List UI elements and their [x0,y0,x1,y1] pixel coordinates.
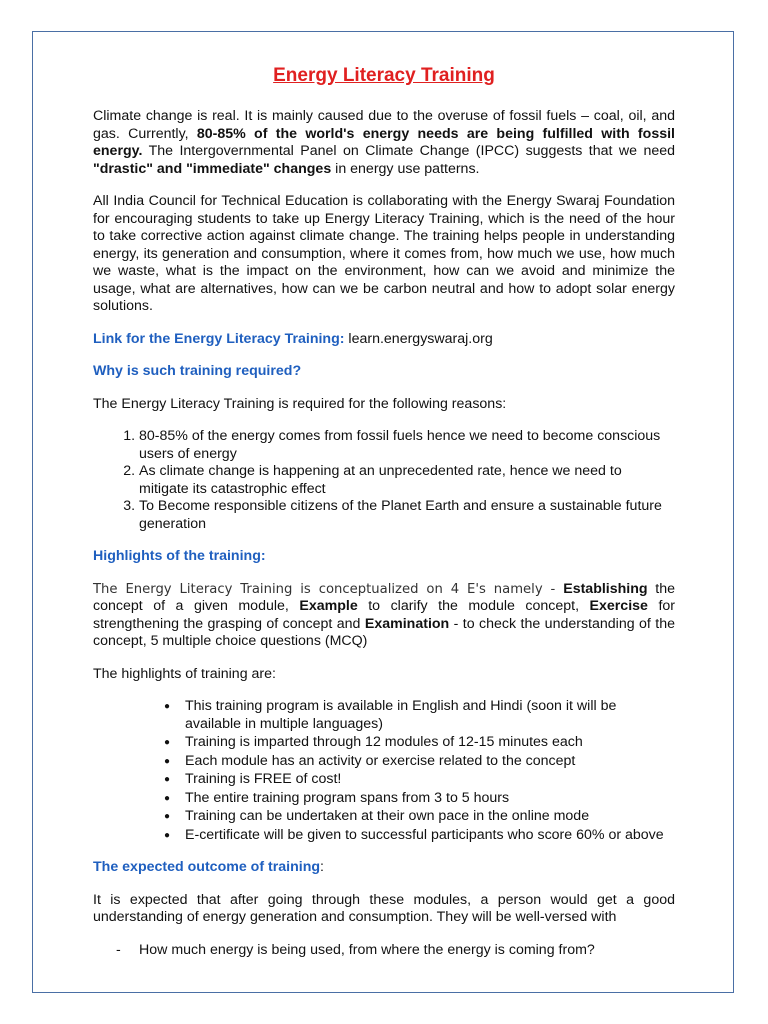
bullet-icon: ● [164,774,171,785]
highlight-text: E-certificate will be given to successful participants who score 60% or above [185,826,664,843]
highlight-item [164,808,675,826]
four-e-exercise: Exercise [589,598,648,614]
highlight-text: Training is FREE of cost! [185,771,342,787]
highlight-item [164,826,675,845]
bullet-icon: ● [164,792,171,804]
bullet-icon: ● [164,755,171,767]
reason-item: 1. 80-85% of the energy comes from fossil fuels hence we need to become conscious users of energy [139,428,675,463]
outcome-heading: The expected outcome of training [93,859,321,875]
intro-highlight-changes: "drastic" and "immediate" changes [93,160,332,177]
highlight-item [164,771,675,789]
highlight-text: Training can be undertaken at their own pace in the online mode [185,808,590,824]
document-title: Energy Literacy Training [273,65,495,86]
four-e-text-i: - to check the understanding of the concept, 5 multiple choice questions (MCQ) [93,615,675,649]
bullet-icon: ● [164,829,171,841]
reasons-list [93,428,675,533]
intro-text-e: in energy use patterns. [331,160,480,177]
four-e-examination: Examination [364,615,450,632]
highlights-list [93,698,675,844]
training-link-line [93,331,675,349]
highlight-item [164,752,675,771]
outcome-heading-line [93,859,675,877]
four-e-paragraph [93,581,675,651]
intro-text-c: The Intergovernmental Panel on Climate Change (IPCC) suggests that we need [142,143,675,159]
highlight-text: Training is imparted through 12 modules of 12-15 minutes each [185,734,583,750]
highlight-text: The entire training program spans from 3 to 5 hours [185,789,510,806]
highlight-text: This training program is available in English and Hindi (soon it will be available in multiple languages) [185,698,617,732]
bullet-icon: ● [164,737,171,748]
highlight-item [164,734,675,752]
bullet-icon: ● [164,811,171,822]
highlight-text: Each module has an activity or exercise related to the concept [185,752,576,769]
outcome-heading-colon: : [320,859,324,875]
reason-item: 3. To Become responsible citizens of the Planet Earth and ensure a sustainable future generation [139,498,675,533]
outcome-item [116,941,675,960]
outcome-text: How much energy is being used, from where the energy is coming from? [139,941,595,958]
dash-marker: - [116,941,121,958]
reason-item: 2. As climate change is happening at an unprecedented rate, hence we need to mitigate its catastrophic effect [139,463,675,498]
highlights-heading: Highlights of the training: [93,548,266,564]
intro-text-a: Climate change is real. It is mainly caused due to the overuse of fossil fuels – coal, oil, and gas. Currently, [93,108,675,142]
four-e-example: Example [299,598,358,614]
training-link-url[interactable]: learn.energyswaraj.org [344,330,493,347]
highlight-item [164,789,675,808]
intro-paragraph-1 [93,108,675,178]
outcome-list [93,942,675,960]
why-lead: The Energy Literacy Training is required for the following reasons: [93,395,507,412]
intro-highlight-stat: 80-85% of the world's energy needs are being fulfilled with fossil energy. [93,125,675,159]
highlight-item [164,698,675,733]
four-e-text-e: to clarify the module concept, [357,598,590,614]
document-body [93,60,675,959]
training-link-label: Link for the Energy Literacy Training: [93,330,345,347]
why-heading: Why is such training required? [93,363,302,379]
four-e-text-g: for strengthening the grasping of concept and [93,598,676,632]
intro-paragraph-2: All India Council for Technical Education is collaborating with the Energy Swaraj Foundation for encouraging students to take up Energy Literacy Training, which is the need of the hour to take corrective action against climate change. The training helps people in understanding energy, its generation and consumption, where it comes from, how much we use, how much we waste, what is the impact on the environment, how can we avoid and minimize the usage, what are alternatives, how can we be carbon neutral and how to adopt solar energy solutions. [93,193,675,314]
four-e-establishing: Establishing [563,580,648,597]
highlights-lead: The highlights of training are: [93,665,276,682]
four-e-text-c: the concept of a given module, [93,580,675,614]
four-e-text-a: The Energy Literacy Training is conceptualized on 4 E's namely - [93,581,564,597]
bullet-icon: ● [164,701,171,712]
outcome-paragraph: It is expected that after going through these modules, a person would get a good understanding of energy generation and consumption. They will be well-versed with [93,891,675,925]
